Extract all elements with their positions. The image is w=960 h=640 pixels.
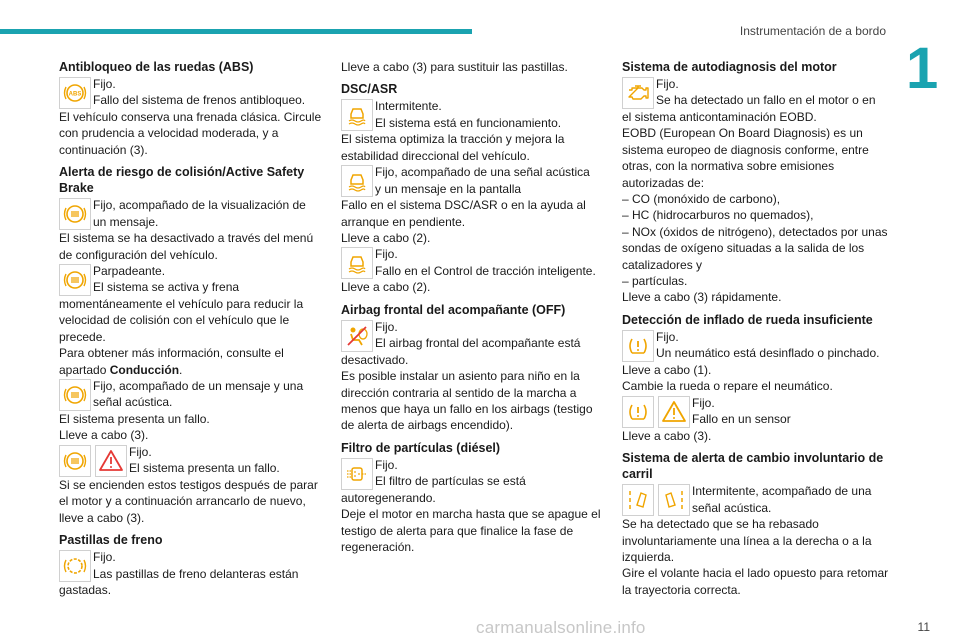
dsc-block-2 bbox=[341, 164, 603, 197]
svg-text:ABS: ABS bbox=[68, 91, 82, 98]
collision-block-4 bbox=[59, 444, 327, 477]
dsc-b2-desc: y un mensaje en la pantalla bbox=[375, 181, 522, 196]
dsc-block-3 bbox=[341, 246, 603, 279]
column-2 bbox=[341, 55, 603, 556]
lane-departure-left-icon bbox=[622, 484, 654, 516]
collision-block-2 bbox=[59, 263, 327, 296]
tyre-block-2 bbox=[622, 395, 890, 428]
collision-more-end: . bbox=[179, 362, 183, 377]
airbag-heading: Airbag frontal del acompañante (OFF) bbox=[341, 302, 566, 317]
dsc-b1-state: Intermitente. bbox=[375, 99, 442, 114]
tyre-block-1 bbox=[622, 329, 890, 362]
eobd-action: Lleve a cabo (3) rápidamente. bbox=[622, 290, 782, 305]
dpf-desc: El filtro de partículas se está bbox=[375, 474, 526, 489]
eobd-state: Fijo. bbox=[656, 77, 679, 91]
tyre-pressure-icon bbox=[622, 330, 654, 362]
pads-body: gastadas. bbox=[59, 583, 112, 598]
particle-filter-icon bbox=[341, 458, 373, 490]
pads-state: Fijo. bbox=[93, 550, 116, 565]
collision-heading: Alerta de riesgo de colisión/Active Safety Brake bbox=[59, 165, 305, 196]
tyre-b2-desc: Fallo en un sensor bbox=[692, 412, 791, 427]
collision-b2-body: momentáneamente el vehículo para reducir la velocidad de colisión con el vehículo que le precede. bbox=[59, 297, 304, 344]
tyre-b1-desc: Un neumático está desinflado o pinchado. bbox=[656, 346, 880, 361]
header-accent-bar bbox=[0, 29, 472, 34]
pads-action: Lleve a cabo (3) para sustituir las pastillas. bbox=[341, 60, 568, 74]
lane-block bbox=[622, 483, 890, 516]
eobd-body2: EOBD (European On Board Diagnosis) es un sistema europeo de diagnosis conforme, entre otras, con la normativa sobre emisiones autorizadas de: bbox=[622, 126, 869, 190]
tyre-b1-body: Cambie la rueda o repare el neumático. bbox=[622, 379, 833, 394]
dpf-state: Fijo. bbox=[375, 457, 398, 472]
engine-check-icon bbox=[622, 77, 654, 109]
dsc-b1-body: El sistema optimiza la tracción y mejora la estabilidad direccional del vehículo. bbox=[341, 132, 565, 163]
dsc-block-1 bbox=[341, 98, 603, 131]
collision-block-1 bbox=[59, 197, 327, 230]
tyre-pressure-icon bbox=[622, 396, 654, 428]
dsc-icon bbox=[341, 165, 373, 197]
airbag-off-icon bbox=[341, 320, 373, 352]
tyre-b2-state: Fijo. bbox=[692, 395, 715, 410]
dpf-block bbox=[341, 457, 603, 490]
airbag-body2: Es posible instalar un asiento para niño en la dirección contraria al sentido de la marcha a menos que haya un fallo en los airbags (testigo de alerta de airbags encendido). bbox=[341, 369, 593, 433]
eobd-list-item: – HC (hidrocarburos no quemados), bbox=[622, 208, 814, 223]
dsc-icon bbox=[341, 99, 373, 131]
collision-alert-icon bbox=[59, 379, 91, 411]
eobd-block bbox=[622, 76, 890, 109]
abs-icon-block bbox=[59, 76, 327, 109]
airbag-state: Fijo. bbox=[375, 319, 398, 334]
airbag-body: desactivado. bbox=[341, 352, 409, 367]
airbag-desc: El airbag frontal del acompañante está bbox=[375, 336, 581, 351]
dsc-b3-desc: Fallo en el Control de tracción inteligente. bbox=[375, 263, 596, 278]
eobd-list-item: – NOx (óxidos de nitrógeno), detectados por unas sondas de oxígeno situadas a la salida de los catalizadores y bbox=[622, 224, 888, 272]
dsc-heading: DSC/ASR bbox=[341, 82, 398, 97]
collision-b3-action: Lleve a cabo (3). bbox=[59, 428, 149, 443]
collision-block-3 bbox=[59, 378, 327, 411]
collision-b3-body: El sistema presenta un fallo. bbox=[59, 412, 210, 427]
airbag-block bbox=[341, 319, 603, 352]
collision-b4-desc: El sistema presenta un fallo. bbox=[129, 461, 280, 476]
brake-pads-icon bbox=[59, 550, 91, 582]
abs-icon bbox=[59, 77, 91, 109]
abs-body: El vehículo conserva una frenada clásica. Circule con prudencia a velocidad moderada, y a continuación (3). bbox=[59, 110, 322, 157]
dpf-body2: Deje el motor en marcha hasta que se apague el testigo de alerta para que finalice la fase de regeneración. bbox=[341, 507, 601, 555]
collision-alert-icon bbox=[59, 264, 91, 296]
column-3 bbox=[622, 55, 890, 598]
warning-triangle-icon bbox=[658, 396, 690, 428]
collision-b2-state: Parpadeante. bbox=[93, 264, 166, 279]
dsc-b2-action: Lleve a cabo (2). bbox=[341, 231, 431, 246]
eobd-list-item: – CO (monóxido de carbono), bbox=[622, 192, 781, 207]
pads-block bbox=[59, 549, 327, 582]
tyre-b1-state: Fijo. bbox=[656, 329, 679, 344]
dsc-b3-action: Lleve a cabo (2). bbox=[341, 280, 431, 295]
collision-b2-desc: El sistema se activa y frena bbox=[93, 280, 240, 295]
eobd-list-item: – partículas. bbox=[622, 274, 688, 289]
abs-desc: Fallo del sistema de frenos antibloqueo. bbox=[93, 93, 306, 108]
pads-desc: Las pastillas de freno delanteras están bbox=[93, 566, 299, 581]
eobd-desc: Se ha detectado un fallo en el motor o en bbox=[656, 93, 876, 108]
collision-b3-state: Fijo, acompañado de un mensaje y una bbox=[93, 379, 304, 394]
dpf-heading: Filtro de partículas (diésel) bbox=[341, 440, 501, 455]
tyre-b2-action: Lleve a cabo (3). bbox=[622, 428, 712, 443]
traction-control-icon bbox=[341, 247, 373, 279]
lane-departure-right-icon bbox=[658, 484, 690, 516]
pads-heading: Pastillas de freno bbox=[59, 533, 163, 548]
lane-heading: Sistema de alerta de cambio involuntario de carril bbox=[622, 451, 884, 482]
page-header-title: Instrumentación de a bordo bbox=[739, 24, 886, 38]
dpf-body: autoregenerando. bbox=[341, 490, 436, 505]
page-number: 11 bbox=[917, 620, 930, 634]
collision-alert-icon bbox=[59, 445, 91, 477]
lane-body2: Gire el volante hacia el lado opuesto para retomar la trayectoria correcta. bbox=[622, 566, 889, 597]
dsc-b2-state: Fijo, acompañado de una señal acústica bbox=[375, 165, 590, 180]
collision-b4-body: Si se encienden estos testigos después de parar el motor y a continuación arrancarlo de nuevo, lleve a cabo (3). bbox=[59, 477, 318, 525]
conduccion-link[interactable]: Conducción bbox=[109, 362, 180, 377]
eobd-heading: Sistema de autodiagnosis del motor bbox=[622, 60, 837, 74]
column-1 bbox=[59, 55, 327, 599]
collision-alert-icon bbox=[59, 198, 91, 230]
lane-body: Se ha detectado que se ha rebasado involuntariamente una línea a la derecha o a la izquierda. bbox=[622, 517, 872, 564]
chapter-number: 1 bbox=[906, 36, 939, 101]
tyre-b1-action: Lleve a cabo (1). bbox=[622, 362, 712, 377]
collision-more-text: Para obtener más información, consulte el apartado bbox=[59, 346, 284, 377]
lane-desc: señal acústica. bbox=[692, 500, 772, 515]
dsc-b3-state: Fijo. bbox=[375, 247, 398, 262]
collision-b1-state: Fijo, acompañado de la visualización de bbox=[93, 198, 306, 213]
dsc-b2-body: Fallo en el sistema DSC/ASR o en la ayuda al arranque en pendiente. bbox=[341, 198, 586, 229]
collision-b3-desc: señal acústica. bbox=[93, 395, 173, 410]
collision-b2-more bbox=[59, 345, 327, 378]
collision-b1-desc: un mensaje. bbox=[93, 214, 159, 229]
watermark: carmanualsonline.info bbox=[476, 618, 646, 637]
warning-triangle-icon bbox=[95, 445, 127, 477]
tyre-heading: Detección de inflado de rueda insuficiente bbox=[622, 312, 873, 327]
lane-state: Intermitente, acompañado de una bbox=[692, 484, 872, 499]
abs-state: Fijo. bbox=[93, 77, 116, 91]
eobd-body: el sistema anticontaminación EOBD. bbox=[622, 110, 817, 124]
dsc-b1-desc: El sistema está en funcionamiento. bbox=[375, 115, 562, 130]
collision-b1-body: El sistema se ha desactivado a través del menú de configuración del vehículo. bbox=[59, 231, 314, 262]
abs-heading: Antibloqueo de las ruedas (ABS) bbox=[59, 60, 254, 74]
collision-b4-state: Fijo. bbox=[129, 444, 152, 459]
